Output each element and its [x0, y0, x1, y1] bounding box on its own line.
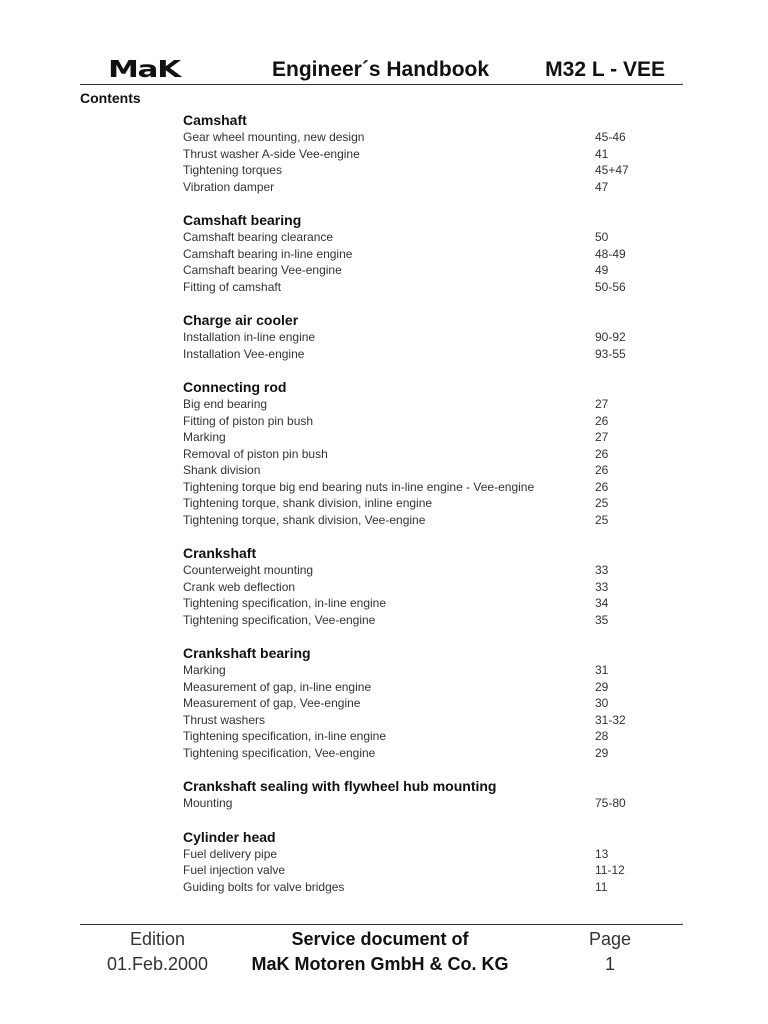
section-title: Cylinder head — [183, 828, 276, 845]
engine-model: M32 L - VEE — [545, 58, 665, 81]
edition-label: Edition — [129, 929, 186, 949]
toc-entry — [183, 728, 643, 745]
entry-page: 33 — [595, 579, 609, 594]
entry-label: Camshaft bearing Vee-engine — [183, 263, 342, 277]
toc-entry — [183, 662, 643, 679]
contents-heading: Contents — [80, 90, 141, 106]
entry-page: 11 — [595, 879, 608, 894]
entry-label: Thrust washers — [183, 712, 266, 727]
toc-entry — [183, 745, 643, 762]
toc-entry — [183, 695, 643, 712]
toc-entry — [183, 712, 643, 729]
entry-page: 50 — [595, 230, 609, 244]
entry-page: 28 — [595, 729, 609, 743]
toc-entry — [183, 179, 643, 196]
entry-page: 47 — [595, 179, 609, 194]
entry-label: Fitting of piston pin bush — [183, 413, 314, 428]
section-title: Crankshaft bearing — [183, 645, 311, 661]
entry-page: 93-55 — [595, 346, 626, 361]
toc-entry — [183, 329, 643, 346]
entry-label: Thrust washer A-side Vee-engine — [183, 146, 360, 161]
entry-page: 90-92 — [595, 330, 626, 344]
entry-page: 27 — [595, 397, 609, 411]
entry-page: 35 — [595, 612, 609, 627]
toc-entry — [183, 279, 643, 296]
entry-page: 13 — [595, 846, 609, 861]
edition-date: 01.Feb.2000 — [106, 954, 209, 974]
service-line-2: MaK Motoren GmbH & Co. KG — [251, 954, 509, 974]
entry-label: Fuel delivery pipe — [183, 846, 278, 861]
entry-label: Crank web deflection — [183, 579, 296, 594]
toc-entry — [183, 495, 643, 512]
entry-page: 25 — [595, 512, 609, 527]
toc-section — [183, 112, 643, 195]
entry-label: Shank division — [183, 463, 261, 477]
entry-page: 29 — [595, 745, 609, 760]
entry-page: 49 — [595, 263, 609, 277]
toc-entry — [183, 346, 643, 363]
toc-entry — [183, 879, 643, 896]
toc-section — [183, 312, 643, 362]
entry-label: Measurement of gap, Vee-engine — [183, 696, 361, 710]
entry-label: Fuel injection valve — [183, 863, 286, 877]
entry-page: 75-80 — [595, 796, 626, 810]
toc-entry — [183, 162, 643, 179]
entry-page: 30 — [595, 696, 609, 710]
entry-label: Fitting of camshaft — [183, 279, 282, 294]
page-label: Page — [588, 929, 632, 949]
toc-entry — [183, 446, 643, 463]
entry-label: Camshaft bearing in-line engine — [183, 246, 353, 261]
entry-label: Removal of piston pin bush — [183, 446, 328, 461]
entry-label: Marking — [183, 663, 226, 677]
toc-entry — [183, 679, 643, 696]
entry-label: Measurement of gap, in-line engine — [183, 679, 372, 694]
entry-page: 31 — [595, 663, 609, 677]
entry-label: Camshaft bearing clearance — [183, 230, 334, 244]
page-block — [560, 927, 660, 977]
entry-page: 26 — [595, 413, 609, 428]
toc-entry — [183, 146, 643, 163]
entry-label: Vibration damper — [183, 179, 275, 194]
entry-page: 45+47 — [595, 163, 629, 177]
page-footer — [80, 924, 683, 977]
toc-section — [183, 645, 643, 761]
toc-entry — [183, 429, 643, 446]
table-of-contents — [183, 112, 643, 912]
entry-label: Big end bearing — [183, 397, 268, 411]
toc-entry — [183, 562, 643, 579]
entry-page: 11-12 — [595, 863, 625, 877]
toc-entry — [183, 579, 643, 596]
toc-entry — [183, 862, 643, 879]
entry-label: Guiding bolts for valve bridges — [183, 879, 345, 894]
entry-page: 34 — [595, 596, 609, 610]
section-title: Crankshaft — [183, 545, 257, 561]
toc-entry — [183, 595, 643, 612]
document-title: Engineer´s Handbook — [272, 58, 490, 81]
toc-entry — [183, 413, 643, 430]
section-title: Camshaft bearing — [183, 212, 302, 228]
toc-section — [183, 212, 643, 295]
edition-block — [80, 927, 235, 977]
toc-entry — [183, 129, 643, 146]
toc-entry — [183, 512, 643, 529]
entry-label: Tightening specification, in-line engine — [183, 729, 387, 743]
section-title: Camshaft — [183, 112, 247, 128]
page-number: 1 — [604, 954, 615, 974]
toc-entry — [183, 846, 643, 863]
entry-label: Tightening specification, Vee-engine — [183, 612, 376, 627]
mak-logo: MaK — [108, 57, 180, 83]
toc-entry — [183, 246, 643, 263]
toc-section — [183, 379, 643, 528]
entry-label: Tightening specification, Vee-engine — [183, 745, 376, 760]
page-header — [80, 56, 683, 85]
entry-page: 29 — [595, 679, 609, 694]
section-title: Connecting rod — [183, 379, 287, 395]
entry-label: Mounting — [183, 796, 233, 810]
toc-entry — [183, 462, 643, 479]
toc-section — [183, 829, 643, 896]
entry-page: 41 — [595, 146, 609, 161]
entry-page: 48-49 — [595, 246, 626, 261]
toc-entry — [183, 262, 643, 279]
section-title: Crankshaft sealing with flywheel hub mounting — [183, 778, 497, 794]
service-block — [230, 927, 530, 977]
entry-label: Tightening torque, shank division, inline engine — [183, 496, 433, 510]
entry-page: 50-56 — [595, 279, 626, 294]
entry-page: 26 — [595, 463, 609, 477]
toc-entry — [183, 612, 643, 629]
entry-label: Tightening torques — [183, 163, 282, 177]
entry-page: 33 — [595, 563, 609, 577]
section-title: Charge air cooler — [183, 312, 299, 328]
toc-entry — [183, 795, 643, 812]
entry-page: 25 — [595, 496, 609, 510]
service-line-1: Service document of — [291, 929, 469, 949]
toc-entry — [183, 229, 643, 246]
toc-entry — [183, 396, 643, 413]
toc-entry — [183, 479, 643, 496]
entry-label: Gear wheel mounting, new design — [183, 130, 365, 144]
entry-label: Installation in-line engine — [183, 330, 316, 344]
entry-page: 45-46 — [595, 130, 626, 144]
entry-label: Tightening torque big end bearing nuts in-line engine - Vee-engine — [183, 479, 535, 494]
toc-section — [183, 545, 643, 628]
toc-section — [183, 778, 643, 812]
entry-page: 26 — [595, 446, 609, 461]
entry-label: Installation Vee-engine — [183, 346, 305, 361]
entry-page: 26 — [595, 479, 609, 494]
entry-label: Counterweight mounting — [183, 563, 314, 577]
entry-page: 27 — [595, 430, 609, 444]
entry-page: 31-32 — [595, 712, 626, 727]
entry-label: Tightening torque, shank division, Vee-engine — [183, 512, 426, 527]
entry-label: Tightening specification, in-line engine — [183, 596, 387, 610]
entry-label: Marking — [183, 430, 226, 444]
